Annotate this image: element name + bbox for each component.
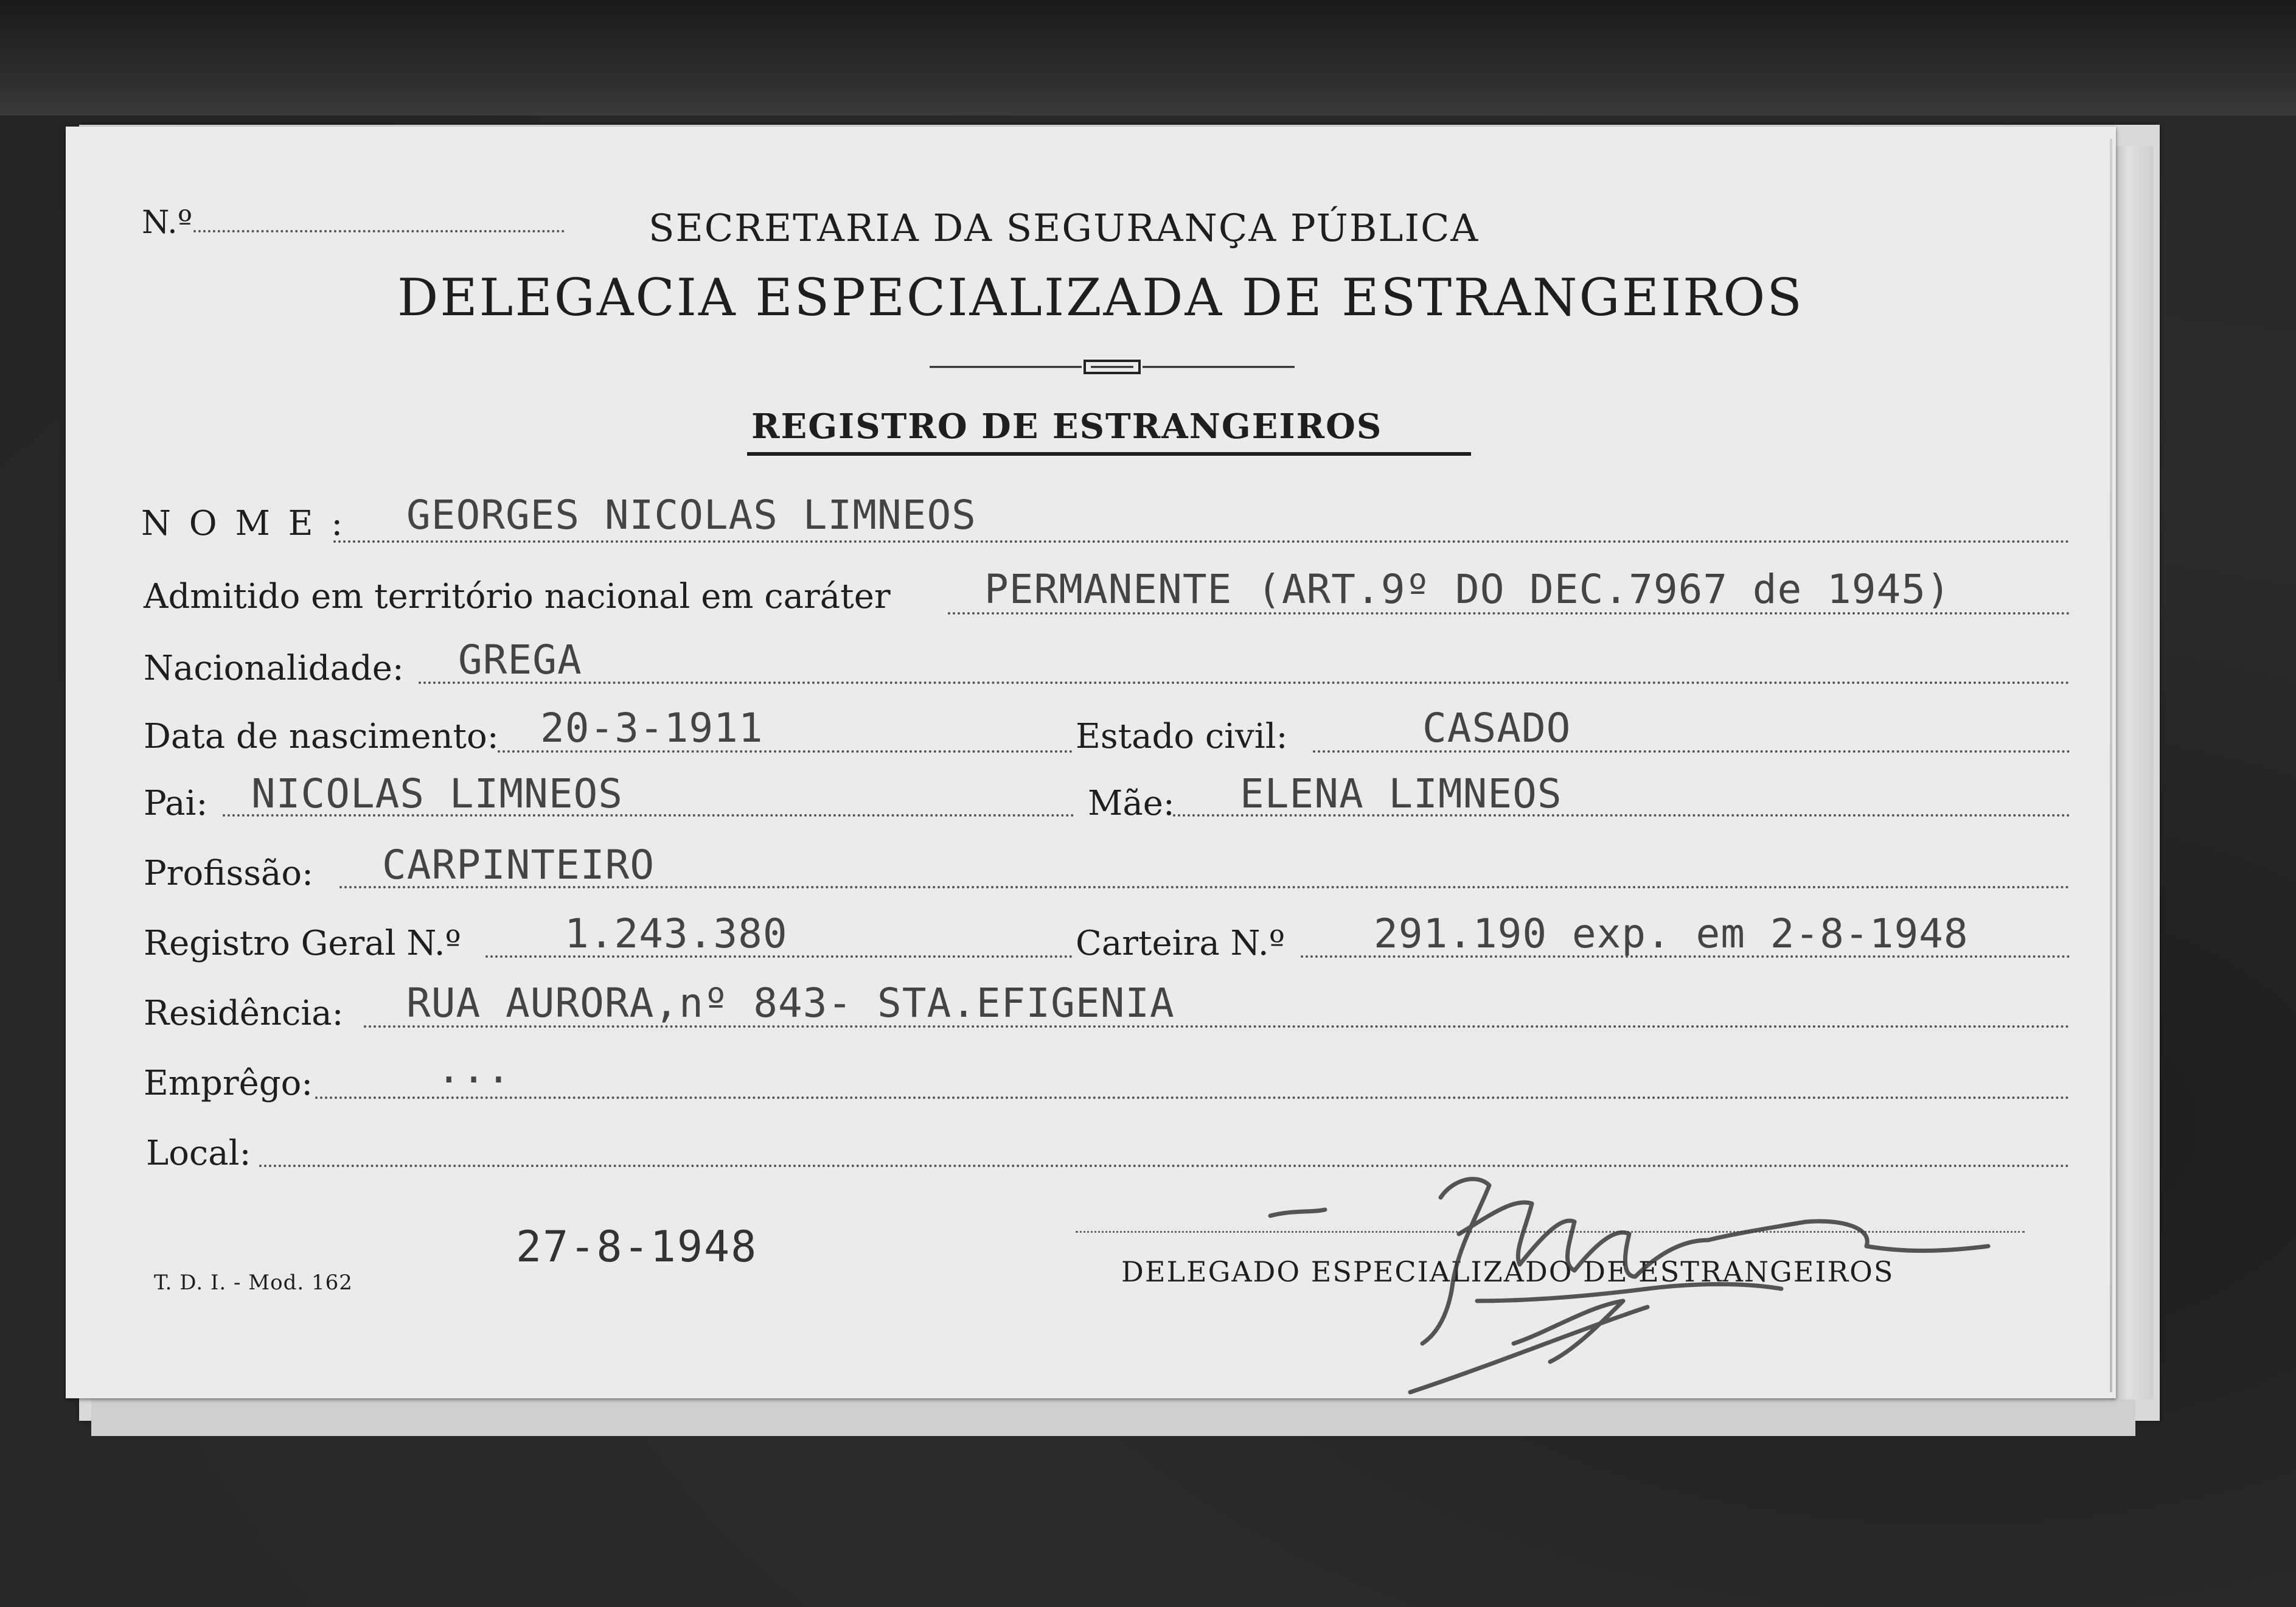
delegacia-title: DELEGACIA ESPECIALIZADA DE ESTRANGEIROS [397,268,1804,327]
residencia-label: Residência: [144,994,344,1033]
admitido-value: PERMANENTE (ART.9º DO DEC.7967 de 1945) [984,566,1951,613]
estado-civil-value: CASADO [1422,705,1571,751]
nascimento-value: 20-3-1911 [540,705,764,751]
nome-label: N O M E : [141,504,347,543]
emprego-value: ... [437,1045,512,1092]
issue-date: 27-8-1948 [516,1222,758,1272]
registro-title-underline [747,452,1471,456]
signature-caption: DELEGADO ESPECIALIZADO DE ESTRANGEIROS [1121,1255,1894,1288]
emprego-label: Emprêgo: [144,1064,313,1103]
nacionalidade-label: Nacionalidade: [144,649,404,688]
card-stack-edge [2111,146,2154,1400]
profissao-value: CARPINTEIRO [382,842,655,888]
mae-label: Mãe: [1088,784,1175,823]
registro-label: Registro Geral N.º [144,924,461,963]
nome-value: GEORGES NICOLAS LIMNEOS [406,492,976,539]
local-label: Local: [146,1134,251,1173]
mae-value: ELENA LIMNEOS [1240,770,1562,817]
secretaria-title: SECRETARIA DA SEGURANÇA PÚBLICA [649,206,1480,250]
nome-line [333,540,2070,543]
emprego-line [315,1096,2070,1099]
card-inner-edge [2110,139,2112,1392]
registration-card [66,127,2116,1398]
pai-label: Pai: [144,784,208,823]
scan-top-band [0,0,2296,116]
nacionalidade-line [419,681,2070,684]
nascimento-label: Data de nascimento: [144,717,499,756]
residencia-value: RUA AURORA,nº 843- STA.EFIGENIA [406,980,1175,1027]
number-label: N.º [142,204,193,241]
nacionalidade-value: GREGA [458,636,582,683]
ornament-divider [930,355,1295,379]
form-code: T. D. I. - Mod. 162 [154,1271,353,1295]
registro-value: 1.243.380 [565,910,788,957]
carteira-label: Carteira N.º [1076,924,1285,963]
registro-title: REGISTRO DE ESTRANGEIROS [751,406,1383,447]
estado-civil-label: Estado civil: [1076,717,1288,756]
carteira-value: 291.190 exp. em 2-8-1948 [1374,910,1969,957]
profissao-label: Profissão: [144,854,313,893]
admitido-label: Admitido em território nacional em caráter [144,577,891,616]
handwritten-signature [1258,1161,2012,1404]
number-field-line [193,230,565,232]
pai-value: NICOLAS LIMNEOS [251,770,624,817]
